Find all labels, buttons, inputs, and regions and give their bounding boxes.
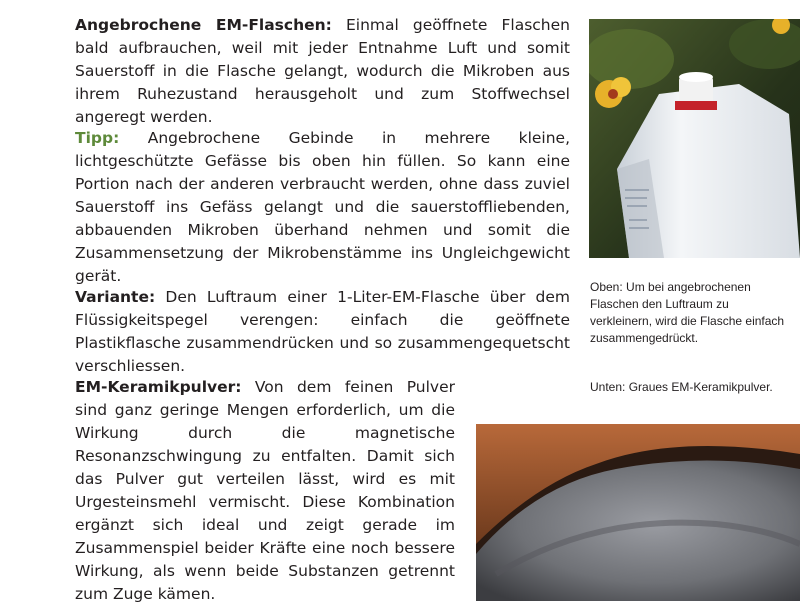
paragraph-text: Von dem feinen Pulver sind ganz geringe Mengen erforderlich, um die Wirkung durch die magnetische Resonanzschwingung zu entfalten. Damit sich das Pulver gut verteilen lässt, wird es mit Urgesteinsmehl vermischt. Diese Kombination ergänzt sich ideal und zeigt gerade im Zusammenspiel beider Kräfte eine noch bessere Wirkung, als wenn beide Substanzen getrennt zum Zuge kämen. (75, 378, 455, 603)
paragraph-text: Einmal geöffnete Flaschen bald aufbrauchen, weil mit jeder Entnahme Luft und somit Sauerstoff in die Flasche gelangt, wodurch die Mikroben aus ihrem Ruhezustand herausgeholt und zum Stoffwechsel angeregt werden. (75, 16, 570, 126)
ceramic-powder-photo (476, 424, 800, 601)
paragraph-angebrochene-em-flaschen (75, 14, 570, 129)
caption-bottom: Unten: Graues EM-Keramikpulver. (590, 380, 773, 394)
paragraph-em-keramikpulver (75, 376, 455, 606)
tip-label: Tipp: (75, 129, 120, 147)
paragraph-text: Den Luftraum einer 1-Liter-EM-Flasche über dem Flüssigkeitspegel verengen: einfach die geöffnete Plastikflasche zusammendrücken und so zusammengequetscht verschliessen. (75, 288, 570, 375)
caption-top: Oben: Um bei angebrochenen Flaschen den Luftraum zu verkleinern, wird die Flasche einfach zusammengedrückt. (590, 280, 785, 345)
paragraph-text: Angebrochene Gebinde in mehrere kleine, lichtgeschützte Gefässe bis oben hin füllen. So kann eine Portion nach der anderen verbraucht werden, ohne dass zuviel Sauerstoff ins Gefäss gelangt und die sauerstoffliebenden, abbauenden Mikroben überhand nehmen und somit die Zusammensetzung der Mikrobenstämme ins Ungleichgewicht gerät. (75, 129, 570, 285)
paragraph-variante (75, 286, 570, 378)
paragraph-label: EM-Keramikpulver: (75, 378, 242, 396)
paragraph-label: Variante: (75, 288, 156, 306)
bottle-photo (589, 19, 800, 258)
paragraph-tipp (75, 127, 570, 288)
paragraph-label: Angebrochene EM-Flaschen: (75, 16, 332, 34)
